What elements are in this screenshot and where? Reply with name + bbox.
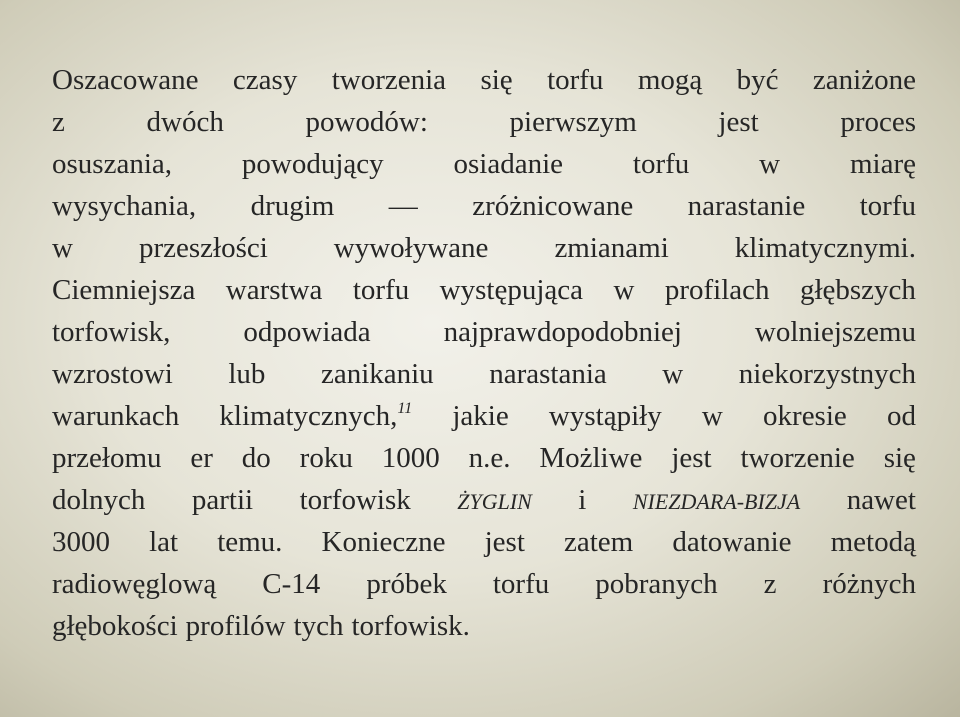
- word: pierwszym: [509, 106, 637, 138]
- word: zanikaniu: [320, 358, 434, 390]
- word: niekorzystnych: [738, 358, 916, 390]
- word: głębokości: [52, 610, 178, 642]
- word: torfowisk,: [52, 316, 171, 348]
- word: i: [578, 484, 587, 516]
- text-line-7: [52, 316, 916, 358]
- text-line-3: [52, 148, 916, 190]
- text-line-14: [52, 610, 916, 652]
- word: proces: [840, 106, 916, 138]
- word: głębszych: [799, 274, 916, 306]
- word: powodów:: [305, 106, 428, 138]
- word: przeszłości: [138, 232, 268, 264]
- word: profilach: [664, 274, 770, 306]
- word: n.e.: [468, 442, 511, 474]
- word: wywoływane: [333, 232, 489, 264]
- word: od: [886, 400, 916, 432]
- word: do: [241, 442, 271, 474]
- footnote-reference: 11: [397, 400, 413, 417]
- word: z: [763, 568, 777, 600]
- word: klimatycznymi.: [734, 232, 916, 264]
- word: z: [52, 106, 65, 138]
- word: czasy: [232, 64, 298, 96]
- word: tych: [293, 610, 344, 642]
- word: torfowisk.: [351, 610, 470, 642]
- word: mogą: [637, 64, 703, 96]
- word: Ciemniejsza: [52, 274, 196, 306]
- word: er: [190, 442, 213, 474]
- word: torfu: [632, 148, 690, 180]
- word: zatem: [564, 526, 634, 558]
- word: dolnych: [52, 484, 146, 516]
- word: torfu: [859, 190, 916, 222]
- word: jakie: [452, 400, 509, 432]
- word: torfu: [352, 274, 410, 306]
- word: drugim: [250, 190, 335, 222]
- word: zaniżone: [812, 64, 916, 96]
- word: roku: [299, 442, 353, 474]
- word: torfu: [492, 568, 550, 600]
- word: Konieczne: [321, 526, 446, 558]
- word: Oszacowane: [52, 64, 199, 96]
- word: narastanie: [687, 190, 806, 222]
- word: narastania: [489, 358, 607, 390]
- word: się: [883, 442, 916, 474]
- word: wystąpiły: [548, 400, 662, 432]
- word-with-footnote: [219, 400, 412, 433]
- word: profilów: [185, 610, 286, 642]
- word: zróżnicowane: [472, 190, 634, 222]
- word: Możliwe: [539, 442, 643, 474]
- word: 1000: [381, 442, 440, 474]
- text-line-5: [52, 232, 916, 274]
- word: różnych: [822, 568, 916, 600]
- body-text: [52, 64, 916, 652]
- word: przełomu: [52, 442, 162, 474]
- text-line-13: [52, 568, 916, 610]
- word: odpowiada: [243, 316, 371, 348]
- word: próbek: [366, 568, 447, 600]
- word: dwóch: [146, 106, 224, 138]
- word: C-14: [262, 568, 321, 600]
- word: jest: [484, 526, 525, 558]
- word: temu.: [217, 526, 283, 558]
- word: datowanie: [672, 526, 792, 558]
- text-line-12: [52, 526, 916, 568]
- text-line-11: [52, 484, 916, 526]
- word: się: [480, 64, 513, 96]
- word: osuszania,: [52, 148, 172, 180]
- word: lub: [228, 358, 266, 390]
- word: występująca: [439, 274, 584, 306]
- word: tworzenie: [740, 442, 855, 474]
- site-name-niezdara-bizja: NIEZDARA-BIZJA: [632, 489, 801, 514]
- word: w: [52, 232, 73, 264]
- word: radiowęglową: [52, 568, 217, 600]
- text-line-8: [52, 358, 916, 400]
- word: warstwa: [225, 274, 323, 306]
- word: metodą: [830, 526, 916, 558]
- text-line-6: [52, 274, 916, 316]
- text-line-9: [52, 400, 916, 442]
- word: wolniejszemu: [754, 316, 916, 348]
- site-name-zyglin: ŻYGLIN: [457, 489, 532, 514]
- word: powodujący: [241, 148, 384, 180]
- word: być: [736, 64, 779, 96]
- word: wysychania,: [52, 190, 197, 222]
- word: warunkach: [52, 400, 180, 432]
- word: lat: [149, 526, 179, 558]
- word: pobranych: [595, 568, 718, 600]
- word: miarę: [849, 148, 916, 180]
- word: w: [613, 274, 635, 306]
- word: w: [759, 148, 781, 180]
- word: zmianami: [554, 232, 669, 264]
- word: w: [701, 400, 723, 432]
- word: jest: [718, 106, 759, 138]
- word: partii: [191, 484, 254, 516]
- word: tworzenia: [331, 64, 447, 96]
- word: 3000: [52, 526, 110, 558]
- word: nawet: [846, 484, 916, 516]
- text-line-1: [52, 64, 916, 106]
- word: klimatycznych,: [219, 400, 398, 432]
- word: w: [662, 358, 684, 390]
- word: najprawdopodobniej: [443, 316, 682, 348]
- em-dash: —: [388, 190, 418, 222]
- text-line-2: [52, 106, 916, 148]
- word: torfu: [547, 64, 604, 96]
- word: jest: [671, 442, 712, 474]
- text-line-4: [52, 190, 916, 232]
- word: wzrostowi: [52, 358, 173, 390]
- word: okresie: [763, 400, 847, 432]
- text-line-10: [52, 442, 916, 484]
- word: osiadanie: [453, 148, 564, 180]
- word: torfowisk: [299, 484, 411, 516]
